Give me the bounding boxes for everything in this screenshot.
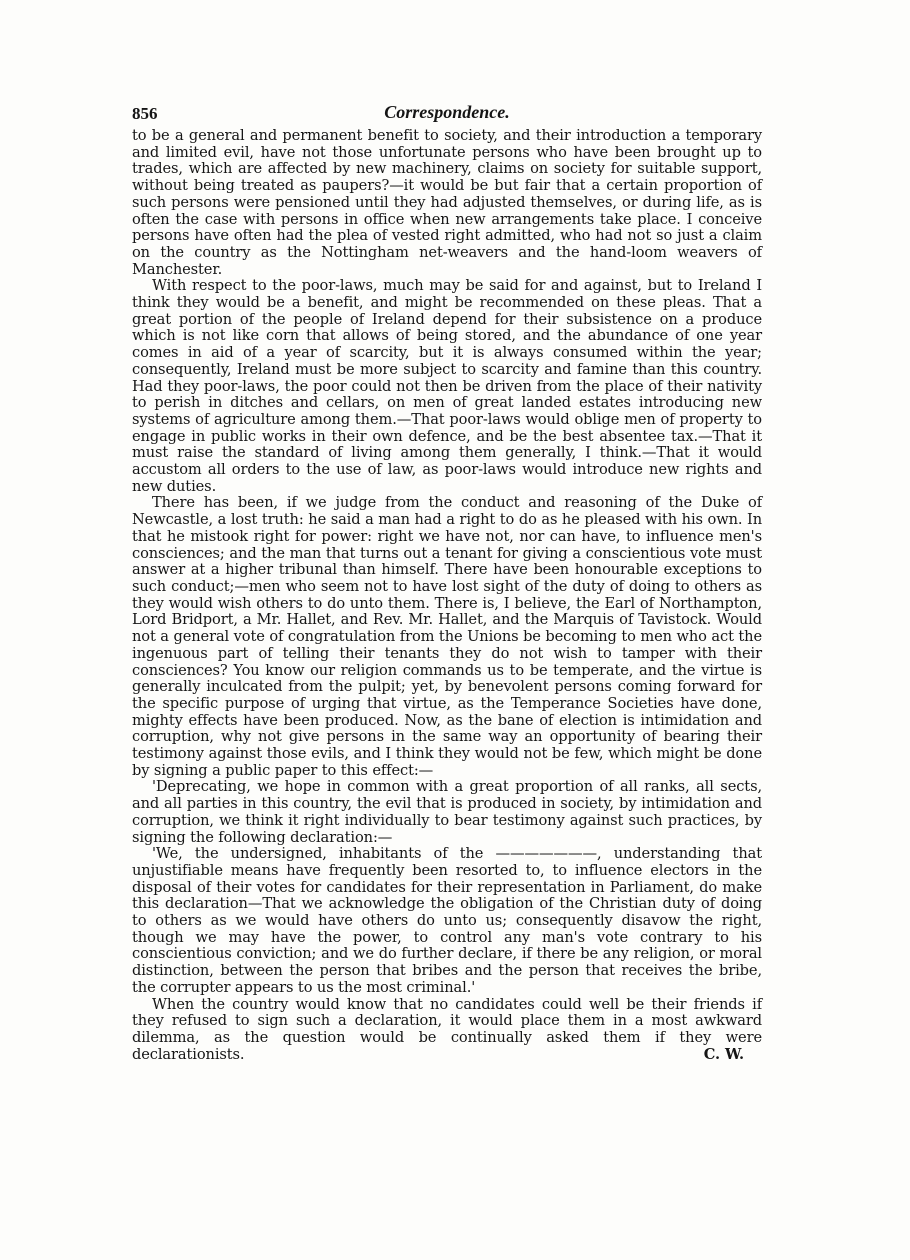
paragraph-duke-of-newcastle: There has been, if we judge from the conduct and reasoning of the Duke of Newcastle, a lost truth: he said a man had a right to do as he pleased with his own. In that he mistook right for power: right we have not, nor can have, to influence men's consciences; and the man that turns out a tenant for giving a conscientious vote must answer at a higher tribunal than himself. There have been honourable exceptions to such conduct;—men who seem not to have lost sight of the duty of doing to others as they would wish others to do unto them. There is, I believe, the Earl of Northampton, Lord Bridport, a Mr. Hallet, and Rev. Mr. Hallet, and the Marquis of Tavistock. Would not a general vote of congratulation from the Unions be becoming to men who act the ingenuous part of telling their tenants they do not wish to tamper with their consciences? You know our religion commands us to be temperate, and the virtue is generally inculcated from the pulpit; yet, by benevolent persons coming forward for the specific purpose of urging that virtue, as the Temperance Societies have done, mighty effects have been produced. Now, as the bane of election is intimidation and corruption, why not give persons in the same way an opportunity of bearing their testimony against those evils, and I think they would not be few, which might be done by signing a public paper to this effect:— <box>132 494 762 779</box>
running-head <box>132 102 762 128</box>
page-number: 856 <box>132 104 158 123</box>
closing-text: When the country would know that no candidates could well be their friends if they refused to sign such a declaration, it would place them in a most awkward dilemma, as the question would be continually asked them if they were declarationists. <box>132 995 762 1063</box>
article-body <box>132 128 762 1063</box>
document-page <box>132 102 762 1063</box>
paragraph-declaration: 'We, the undersigned, inhabitants of the ———————, understanding that unjustifiable means have frequently been resorted to, to influence electors in the disposal of their votes for candidates for their representation in Parliament, do make this declaration—That we acknowledge the obligation of the Christian duty of doing to others as we would have others do unto us; consequently disavow the right, though we may have the power, to control any man's vote contrary to his conscientious conviction; and we do further declare, if there be any religion, or moral distinction, between the person that bribes and the person that receives the bribe, the corrupter appears to us the most criminal.' <box>132 845 762 996</box>
section-title: Correspondence. <box>384 102 510 122</box>
paragraph-machinery: to be a general and permanent benefit to society, and their introduction a temporary and limited evil, have not those unfortunate persons who have been brought up to trades, which are affected by new machinery, claims on society for suitable support, without being treated as paupers?—it would be but fair that a certain proportion of such persons were pensioned until they had adjusted themselves, or during life, as is often the case with persons in office when new arrangements take place. I conceive persons have often had the plea of vested right admitted, who had not so just a claim on the country as the Nottingham net-weavers and the hand-loom weavers of Manchester. <box>132 127 762 278</box>
paragraph-poor-laws: With respect to the poor-laws, much may be said for and against, but to Ireland I think they would be a benefit, and might be recommended on these pleas. That a great portion of the people of Ireland depend for their subsistence on a produce which is not like corn that allows of being stored, and the abundance of one year comes in aid of a year of scarcity, but it is always consumed within the year; consequently, Ireland must be more subject to scarcity and famine than this country. Had they poor-laws, the poor could not then be driven from the place of their nativity to perish in ditches and cellars, on men of great landed estates introducing new systems of agriculture among them.—That poor-laws would oblige men of property to engage in public works in their own defence, and be the best absentee tax.—That it must raise the standard of living among them generally, I think.—That it would accustom all orders to the use of law, as poor-laws would introduce new rights and new duties. <box>132 277 762 495</box>
closing-paragraph <box>132 997 762 1064</box>
paragraph-deprecating: 'Deprecating, we hope in common with a great proportion of all ranks, all sects, and all parties in this country, the evil that is produced in society, by intimidation and corruption, we think it right individually to bear testimony against such practices, by signing the following declaration:— <box>132 778 762 846</box>
author-signature: C. W. <box>703 1045 744 1063</box>
